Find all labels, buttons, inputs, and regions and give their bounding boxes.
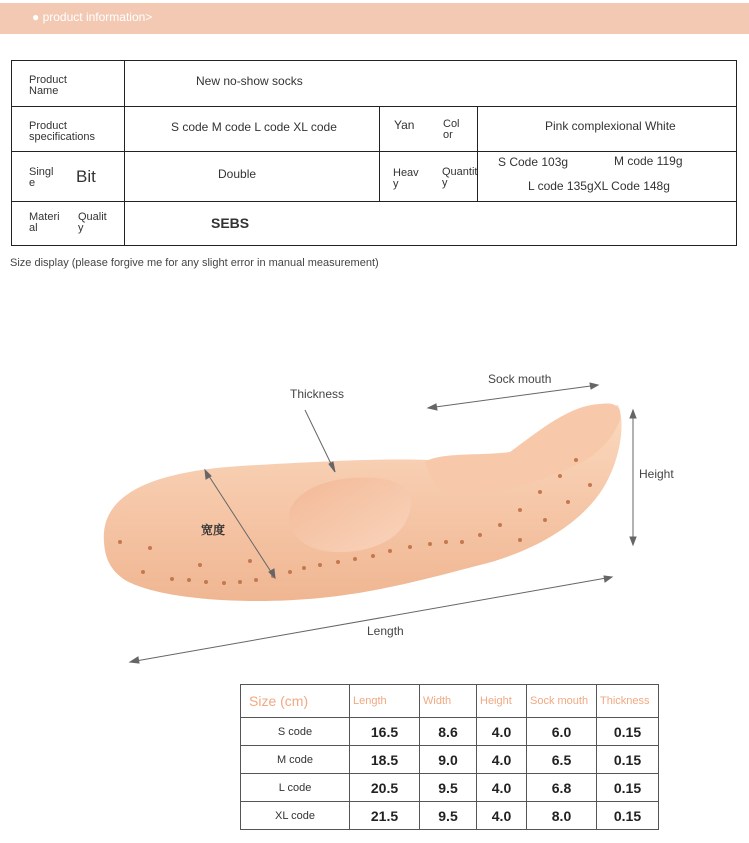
cell-height: 4.0 [477, 746, 527, 774]
material-value: SEBS [211, 215, 250, 231]
table-row [241, 746, 659, 774]
table-row [241, 718, 659, 746]
cell-height: 4.0 [477, 802, 527, 830]
weight-label-b: Quantity [442, 166, 478, 189]
product-name-value: New no-show socks [196, 74, 303, 88]
header-sock-mouth: Sock mouth [527, 685, 597, 718]
cell-sock-mouth: 6.0 [527, 718, 597, 746]
header-size: Size (cm) [241, 685, 350, 718]
table-row [241, 802, 659, 830]
cell-thickness: 0.15 [597, 802, 659, 830]
weight-m: M code 119g [614, 154, 683, 168]
color-label-a: Yan [394, 118, 415, 132]
cell-sock-mouth: 8.0 [527, 802, 597, 830]
material-label-a: Material [29, 211, 60, 234]
cell-width: 9.5 [420, 774, 477, 802]
cell-width: 9.0 [420, 746, 477, 774]
unit-label-a: Single [29, 166, 54, 189]
material-label-b: Quality [78, 211, 107, 234]
cell-sock-mouth: 6.5 [527, 746, 597, 774]
cell-width: 9.5 [420, 802, 477, 830]
cell-length: 18.5 [350, 746, 420, 774]
cell-thickness: 0.15 [597, 774, 659, 802]
specs-value: S code M code L code XL code [171, 120, 337, 134]
length-label: Length [367, 624, 404, 638]
header-thickness: Thickness [597, 685, 659, 718]
header-height: Height [477, 685, 527, 718]
row-size-label: S code [241, 718, 350, 746]
weight-s: S Code 103g [498, 155, 569, 169]
weight-label-a: Heavy [393, 167, 419, 190]
cell-height: 4.0 [477, 718, 527, 746]
row-size-label: L code [241, 774, 350, 802]
size-table [240, 684, 659, 830]
row-size-label: XL code [241, 802, 350, 830]
sock-diagram [0, 280, 749, 680]
cell-length: 20.5 [350, 774, 420, 802]
width-label: 宽度 [201, 523, 226, 537]
color-label-b: Color [443, 118, 460, 141]
cell-thickness: 0.15 [597, 746, 659, 774]
cell-width: 8.6 [420, 718, 477, 746]
size-table-header [241, 685, 659, 718]
product-name-label: Product Name [29, 74, 67, 97]
cell-height: 4.0 [477, 774, 527, 802]
table-row [241, 774, 659, 802]
row-size-label: M code [241, 746, 350, 774]
cell-sock-mouth: 6.8 [527, 774, 597, 802]
height-label: Height [639, 467, 674, 481]
thickness-label: Thickness [290, 387, 345, 401]
color-value: Pink complexional White [545, 119, 676, 133]
banner-title: ● product information> [32, 10, 153, 24]
weight-lxl: L code 135gXL Code 148g [528, 179, 670, 193]
unit-label-b: Bit [76, 167, 96, 186]
specs-label: Product specifications [29, 120, 96, 143]
cell-thickness: 0.15 [597, 718, 659, 746]
unit-value: Double [218, 167, 257, 181]
cell-length: 16.5 [350, 718, 420, 746]
sock-mouth-label: Sock mouth [488, 372, 552, 386]
size-note: Size display (please forgive me for any slight error in manual measurement) [10, 257, 379, 269]
header-width: Width [420, 685, 477, 718]
header-length: Length [350, 685, 420, 718]
cell-length: 21.5 [350, 802, 420, 830]
section-banner [0, 3, 749, 34]
